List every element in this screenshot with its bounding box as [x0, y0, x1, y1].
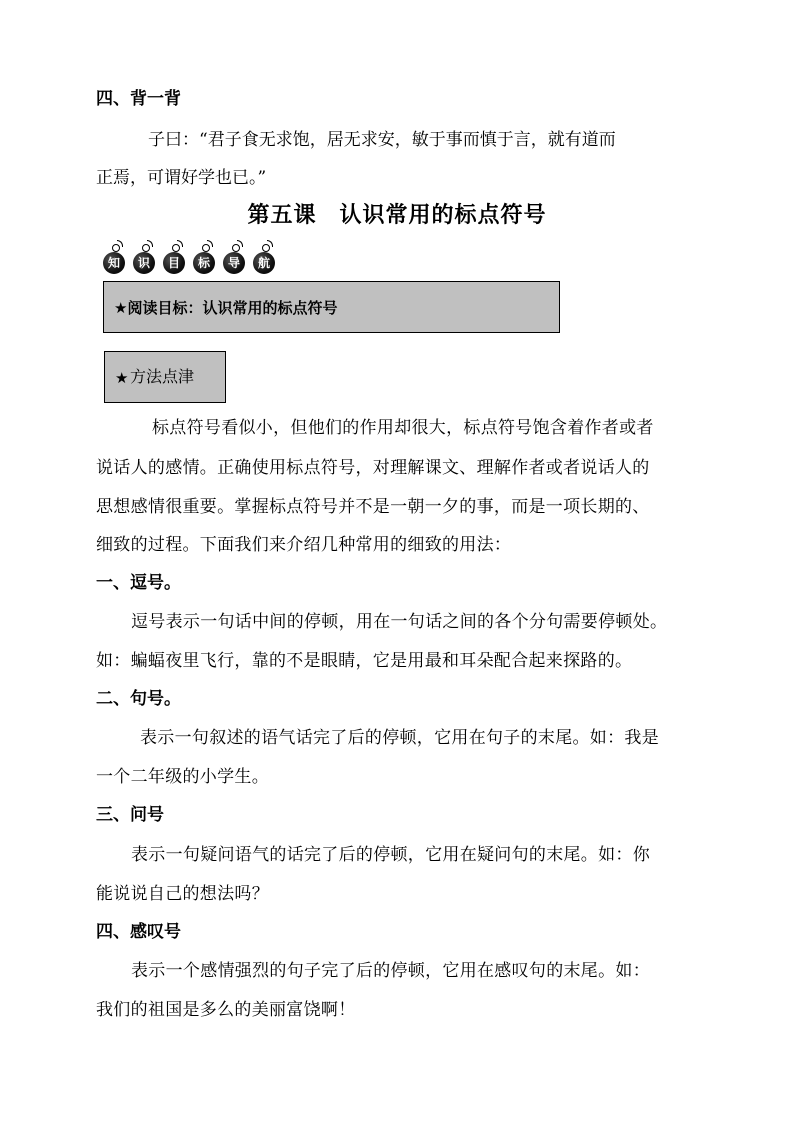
nav-badge-4: 标: [193, 252, 215, 274]
intro-line-1: 标点符号看似小，但他们的作用却很大，标点符号饱含着作者或者: [152, 418, 654, 438]
question-heading: 三、问号: [96, 805, 164, 825]
star-icon: ★: [115, 369, 129, 387]
method-label: 方法点津: [130, 367, 195, 386]
nav-badge-6: 航: [253, 252, 275, 274]
nav-badge-3: 目: [163, 252, 185, 274]
question-line-1: 表示一句疑问语气的话完了后的停顿，它用在疑问句的末尾。如：你: [131, 845, 650, 865]
quote-line-1: 子曰：“君子食无求饱，居无求安，敏于事而慎于言，就有道而: [148, 130, 616, 150]
period-heading: 二、句号。: [96, 689, 181, 709]
comma-heading: 一、逗号。: [96, 573, 181, 593]
period-line-1: 表示一句叙述的语气话完了后的停顿，它用在句子的末尾。如：我是: [140, 728, 659, 748]
nav-badge-2: 识: [133, 252, 155, 274]
reading-goal-box: [103, 281, 560, 333]
exclaim-line-2: 我们的祖国是多么的美丽富饶啊！: [96, 1000, 356, 1020]
question-line-2: 能说说自己的想法吗？: [96, 884, 269, 904]
intro-line-2: 说话人的感情。正确使用标点符号，对理解课文、理解作者或者说话人的: [96, 458, 650, 478]
nav-badge-5: 导: [223, 252, 245, 274]
section-heading-recite: 四、背一背: [96, 89, 181, 109]
lesson-title: 第五课 认识常用的标点符号: [247, 202, 547, 228]
method-box: [104, 351, 226, 403]
nav-badge-1: 知: [103, 252, 125, 274]
reading-goal-text: ★阅读目标：认识常用的标点符号: [114, 299, 338, 317]
intro-line-4: 细致的过程。下面我们来介绍几种常用的细致的用法：: [96, 535, 512, 555]
exclaim-line-1: 表示一个感情强烈的句子完了后的停顿，它用在感叹句的末尾。如：: [131, 961, 650, 981]
period-line-2: 一个二年级的小学生。: [96, 767, 269, 787]
comma-line-2: 如：蝙蝠夜里飞行，靠的不是眼睛，它是用最和耳朵配合起来探路的。: [96, 651, 633, 671]
quote-line-2: 正焉，可谓好学也已。”: [96, 168, 267, 188]
exclaim-heading: 四、感叹号: [96, 922, 181, 942]
comma-line-1: 逗号表示一句话中间的停顿，用在一句话之间的各个分句需要停顿处。: [131, 612, 668, 632]
intro-line-3: 思想感情很重要。掌握标点符号并不是一朝一夕的事，而是一项长期的、: [96, 497, 650, 517]
